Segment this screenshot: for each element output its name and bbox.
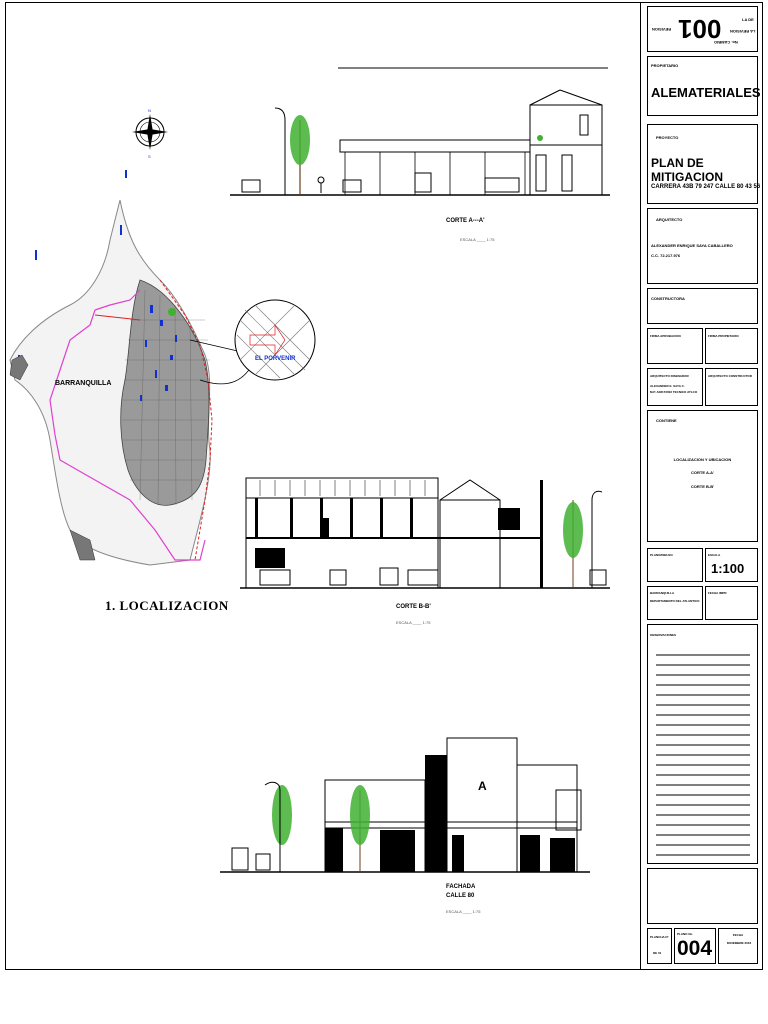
- project-label: PROYECTO: [656, 135, 679, 140]
- architect-id: C.C. 72.217.976: [651, 253, 681, 258]
- fecha-label: FECHA: [732, 933, 744, 937]
- empty-box: [647, 868, 758, 924]
- car-icon-3: [415, 173, 431, 192]
- sheet-box: [647, 928, 672, 964]
- tree-icon-b: [563, 500, 583, 588]
- reviewer-box: [705, 368, 758, 406]
- scale-label: ESCALA: [708, 553, 721, 557]
- contents-item-3: CORTE B-B': [690, 484, 715, 489]
- tb-dept-label: DEPARTAMENTO DEL ATLANTICO: [650, 599, 700, 603]
- map-caption: 1. LOCALIZACION: [105, 598, 229, 613]
- section-b-scale: ESCALA ____ 1:75: [396, 620, 431, 625]
- section-a-title: CORTE A---A': [446, 218, 485, 224]
- designer-name: ALEXANDER E. SAYA C.: [650, 384, 685, 388]
- facade-title: FACHADA: [446, 884, 476, 890]
- city-label: BARRANQUILLA: [55, 380, 112, 387]
- tree-icon: [290, 115, 310, 195]
- street-lamp: [275, 108, 285, 195]
- compass-n: N: [148, 108, 151, 113]
- designer-label: ARQUITECTO DISENADOR: [650, 374, 689, 378]
- car-icon-4: [485, 178, 519, 192]
- observations-box: [647, 624, 758, 864]
- city-box: [647, 586, 703, 620]
- urban-area: [121, 280, 209, 505]
- builder-label: CONSTRUCTORA: [651, 296, 685, 301]
- plano-number: 004: [677, 937, 713, 960]
- tree-icon-f1: [272, 785, 292, 872]
- plano-label: PLANO No: [677, 932, 693, 936]
- date-label: FECHA IMPR: [708, 591, 727, 595]
- fecha-value: DICIEMBRE 2016: [726, 941, 752, 945]
- contents-item-2: CORTE A-A': [690, 470, 715, 475]
- architect-name: ALEXANDER ENRIQUE SAYA CABALLERO: [651, 243, 733, 248]
- facade-drawing: [220, 730, 610, 880]
- section-a-scale: ESCALA ____ 1:75: [460, 237, 495, 242]
- owner-box: [647, 56, 761, 116]
- car-icon-2: [343, 180, 361, 192]
- compass-s: S: [148, 154, 151, 159]
- facade-letter: A: [478, 779, 487, 793]
- project-address: CARRERA 43B 79 247 CALLE 80 43 56: [651, 184, 761, 190]
- designer-box: [647, 368, 703, 406]
- rev-label: REVISION: [652, 27, 672, 32]
- plan-box: [647, 548, 703, 582]
- contents-box: [647, 410, 758, 542]
- approval-box-2: [705, 328, 758, 364]
- project-box: [647, 124, 761, 204]
- tree-icon-f2: [350, 785, 370, 872]
- contents-label: CONTIENE: [656, 418, 677, 423]
- designer-reg: M.P. A08172002 TECNICO ATLCO: [650, 390, 698, 394]
- rev-small: No. CAMBIO: [714, 40, 738, 45]
- tb-city-label: BARRANQUILLA: [650, 591, 675, 595]
- north-arrow-icon: [132, 108, 168, 159]
- observations-label: OBSERVACIONES: [650, 633, 677, 637]
- fecha-box: [718, 928, 758, 964]
- section-a-drawing: [230, 60, 610, 250]
- observation-lines: [656, 653, 750, 863]
- approval-box: [647, 328, 703, 364]
- rev-small2: LA REVISION: [730, 29, 756, 34]
- architect-box: [647, 208, 758, 284]
- section-b-title: CORTE B-B': [396, 604, 431, 610]
- zone-label: EL PORVENIR: [255, 356, 296, 362]
- reviewer-label: ARQUITECTO CONSTRUCTOR: [708, 374, 752, 378]
- architect-label: ARQUITECTO: [656, 217, 683, 222]
- sheet-label: PLANCHA N°: [650, 935, 669, 939]
- approval-label: FIRMA APROBACION: [650, 334, 681, 338]
- plano-box: [674, 928, 716, 964]
- owner-name: ALEMATERIALES: [651, 85, 761, 100]
- section-b-drawing: [240, 470, 620, 600]
- site-marker: [168, 308, 176, 316]
- title-block: [640, 2, 764, 970]
- detail-zoom-circle: [235, 300, 315, 380]
- rev-corner: LA DE: [742, 17, 754, 22]
- scale-value: 1:100: [711, 561, 745, 576]
- builder-box: [647, 288, 758, 324]
- facade-sub: CALLE 80: [446, 893, 475, 899]
- car-icon: [242, 180, 260, 192]
- facade-scale: ESCALA ____ 1:75: [446, 909, 481, 914]
- revision-box: [647, 6, 758, 52]
- rev-number: 001: [678, 14, 722, 44]
- date-box: [705, 586, 758, 620]
- plan-label: PLANO/DIBUJO: [650, 553, 673, 557]
- approval-label-2: FIRMA PROPIETARIO: [708, 334, 739, 338]
- scale-box: [705, 548, 758, 582]
- contents-item-1: LOCALIZACION Y UBICACION: [673, 457, 732, 462]
- project-name: PLAN DE MITIGACION: [651, 156, 723, 184]
- sheet-sub: DE 01: [653, 951, 662, 955]
- owner-label: PROPIETARIO: [651, 63, 679, 68]
